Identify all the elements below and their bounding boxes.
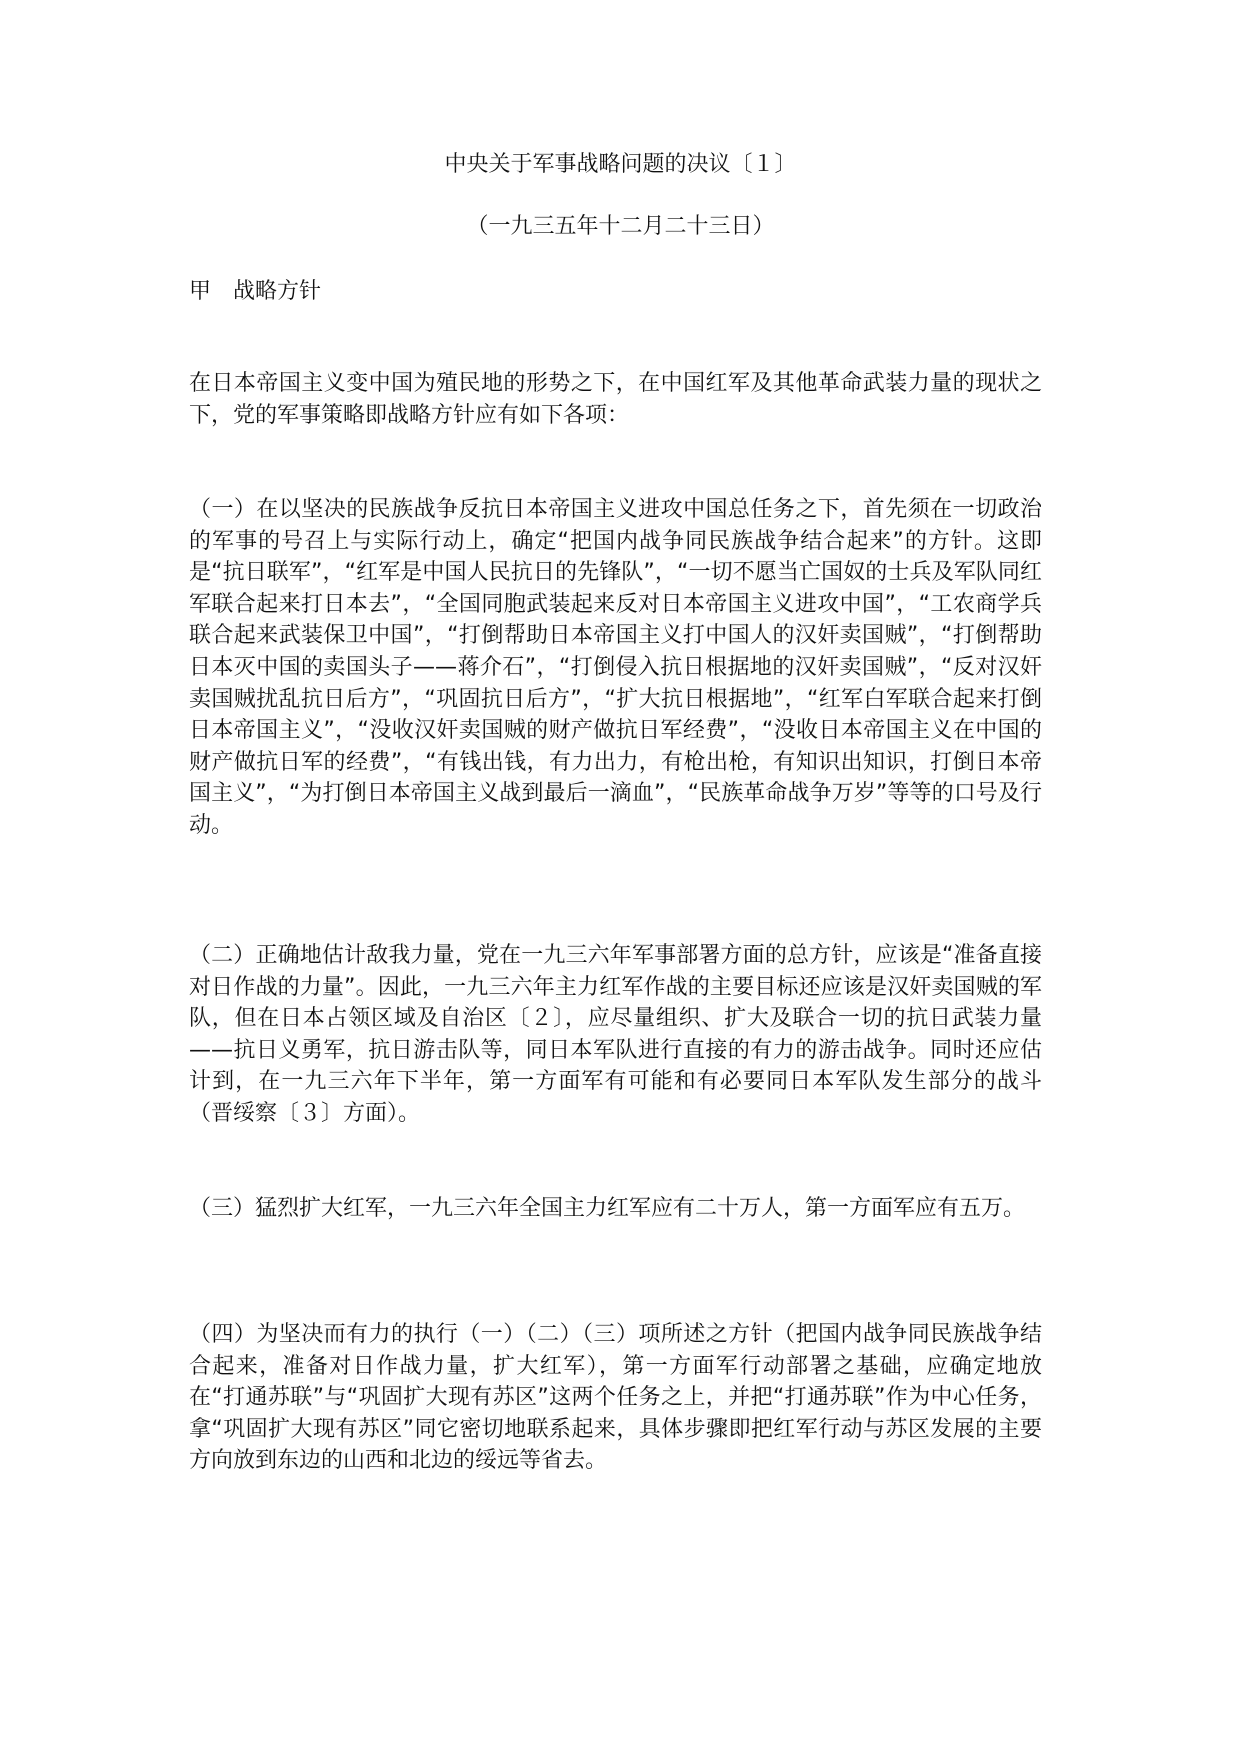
paragraph-item-2: （二）正确地估计敌我力量，党在一九三六年军事部署方面的总方针，应该是“准备直接对日作战的力量”。因此，一九三六年主力红军作战的主要目标还应该是汉奸卖国贼的军队，但在日本占领区域及自治区〔２〕，应尽量组织、扩大及联合一切的抗日武装力量——抗日义勇军，抗日游击队等，同日本军队进行直接的有力的游击战争。同时还应估计到，在一九三六年下半年，第一方面军有可能和有必要同日本军队发生部分的战斗（晋绥察〔３〕方面）。: [189, 943, 1042, 1126]
paragraph-item-1: （一）在以坚决的民族战争反抗日本帝国主义进攻中国总任务之下，首先须在一切政治的军事的号召上与实际行动上，确定“把国内战争同民族战争结合起来”的方针。这即是“抗日联军”，“红军是中国人民抗日的先锋队”，“一切不愿当亡国奴的士兵及军队同红军联合起来打日本去”，“全国同胞武装起来反对日本帝国主义进攻中国”，“工农商学兵联合起来武装保卫中国”，“打倒帮助日本帝国主义打中国人的汉奸卖国贼”，“打倒帮助日本灭中国的卖国头子——蒋介石”，“打倒侵入抗日根据地的汉奸卖国贼”，“反对汉奸卖国贼扰乱抗日后方”，“巩固抗日后方”，“扩大抗日根据地”，“红军白军联合起来打倒日本帝国主义”，“没收汉奸卖国贼的财产做抗日军经费”，“没收日本帝国主义在中国的财产做抗日军的经费”，“有钱出钱，有力出力，有枪出枪，有知识出知识，打倒日本帝国主义”，“为打倒日本帝国主义战到最后一滴血”，“民族革命战争万岁”等等的口号及行动。: [189, 497, 1042, 838]
section-heading: 甲 战略方针: [189, 279, 322, 304]
paragraph-item-4: （四）为坚决而有力的执行（一）（二）（三）项所述之方针（把国内战争同民族战争结合起来，准备对日作战力量，扩大红军），第一方面军行动部署之基础，应确定地放在“打通苏联”与“巩固扩大现有苏区”这两个任务之上，并把“打通苏联”作为中心任务，拿“巩固扩大现有苏区”同它密切地联系起来，具体步骤即把红军行动与苏区发展的主要方向放到东边的山西和北边的绥远等省去。: [189, 1322, 1042, 1474]
paragraph-item-3: （三）猛烈扩大红军，一九三六年全国主力红军应有二十万人，第一方面军应有五万。: [189, 1196, 1026, 1221]
document-date: （一九三五年十二月二十三日）: [466, 214, 775, 239]
document-title: 中央关于军事战略问题的决议〔１〕: [444, 152, 797, 177]
paragraph-intro: 在日本帝国主义变中国为殖民地的形势之下，在中国红军及其他革命武装力量的现状之下，党的军事策略即战略方针应有如下各项：: [189, 371, 1042, 428]
